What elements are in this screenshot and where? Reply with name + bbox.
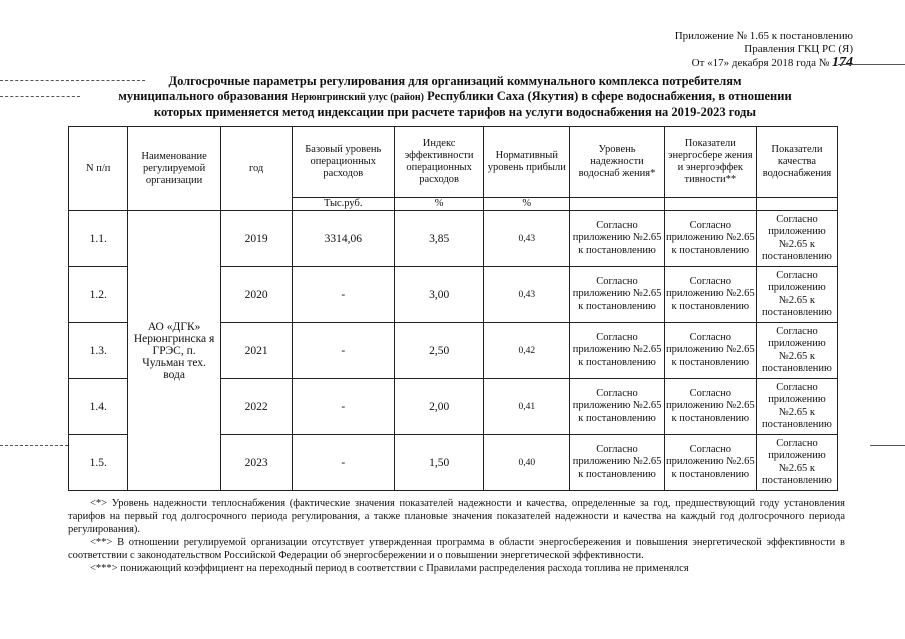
- table-header-row: [69, 127, 838, 198]
- cell-index: 1,50: [395, 435, 484, 491]
- cell-index: 2,00: [395, 379, 484, 435]
- col-header-base: Базовый уровень операционных расходов: [292, 127, 395, 198]
- unit-empty: [756, 198, 837, 211]
- cell-profit: 0,43: [484, 267, 570, 323]
- cell-reliability: Согласно приложению №2.65 к постановлению: [570, 379, 664, 435]
- cell-num: 1.4.: [69, 379, 128, 435]
- cell-reliability: Согласно приложению №2.65 к постановлению: [570, 323, 664, 379]
- cell-reliability: Согласно приложению №2.65 к постановлению: [570, 435, 664, 491]
- cell-base: -: [292, 267, 395, 323]
- title-part: Республики Саха (Якутия) в сфере водоснабжения, в отношении: [427, 89, 792, 103]
- cell-energy: Согласно приложению №2.65 к постановлению: [664, 323, 756, 379]
- cell-index: 2,50: [395, 323, 484, 379]
- unit-empty: [570, 198, 664, 211]
- cell-num: 1.2.: [69, 267, 128, 323]
- document-header: [675, 30, 853, 70]
- cell-year: 2019: [220, 211, 292, 267]
- cell-num: 1.1.: [69, 211, 128, 267]
- cell-num: 1.3.: [69, 323, 128, 379]
- title-municipality: Нерюнгринский улус (район): [291, 92, 424, 103]
- cell-year: 2021: [220, 323, 292, 379]
- cell-base: -: [292, 379, 395, 435]
- header-line-3: [675, 56, 853, 70]
- document-title: [60, 74, 850, 120]
- parameters-table: [68, 126, 838, 491]
- col-header-org: Наименование регулируемой организации: [128, 127, 220, 211]
- cell-reliability: Согласно приложению №2.65 к постановлению: [570, 211, 664, 267]
- cell-num: 1.5.: [69, 435, 128, 491]
- footnote-3: <***> понижающий коэффициент на переходный период в соответствии с Правилами распределения расхода топлива не применялся: [90, 563, 689, 574]
- cell-year: 2023: [220, 435, 292, 491]
- cell-base: -: [292, 323, 395, 379]
- unit-empty: [664, 198, 756, 211]
- cell-profit: 0,41: [484, 379, 570, 435]
- cell-energy: Согласно приложению №2.65 к постановлению: [664, 267, 756, 323]
- cell-year: 2020: [220, 267, 292, 323]
- cell-quality: Согласно приложению №2.65 к постановлению: [756, 435, 837, 491]
- cell-base: 3314,06: [292, 211, 395, 267]
- cell-reliability: Согласно приложению №2.65 к постановлению: [570, 267, 664, 323]
- unit-profit: %: [484, 198, 570, 211]
- col-header-reliability: Уровень надежности водоснаб жения*: [570, 127, 664, 198]
- cell-year: 2022: [220, 379, 292, 435]
- header-date: От «17» декабря 2018 года №: [691, 57, 830, 69]
- footnotes: [68, 497, 845, 575]
- title-part: муниципального образования: [118, 89, 289, 103]
- scan-line: [870, 445, 905, 446]
- unit-base: Тыс.руб.: [292, 198, 395, 211]
- col-header-energy: Показатели энергосбере жения и энергоэффек тивности**: [664, 127, 756, 198]
- cell-energy: Согласно приложению №2.65 к постановлению: [664, 379, 756, 435]
- cell-profit: 0,42: [484, 323, 570, 379]
- header-line-2: Правления ГКЦ РС (Я): [744, 43, 853, 55]
- footnote-1: <*> Уровень надежности теплоснабжения (фактические значения показателей надежности и качества, определенные за год, предшествующий году установления тарифов на первый год долгосрочного периода регулирования, а также плановые значения показателей надежности и качества на каждый год долгосрочного периода регулирования).: [68, 498, 845, 535]
- handwritten-number: 174: [832, 55, 853, 70]
- cell-energy: Согласно приложению №2.65 к постановлению: [664, 435, 756, 491]
- cell-energy: Согласно приложению №2.65 к постановлению: [664, 211, 756, 267]
- scan-line: [838, 64, 905, 65]
- cell-index: 3,00: [395, 267, 484, 323]
- cell-index: 3,85: [395, 211, 484, 267]
- scan-line: [0, 445, 68, 446]
- cell-quality: Согласно приложению №2.65 к постановлению: [756, 267, 837, 323]
- col-header-profit: Нормативный уровень прибыли: [484, 127, 570, 198]
- cell-base: -: [292, 435, 395, 491]
- footnote-2: <**> В отношении регулируемой организации отсутствует утвержденная программа в области энергосбережения и повышения энергетической эффективности в соответствии с законодательством Российской Федерации об энергосбережении и о повышении энергетической эффективности.: [68, 537, 845, 561]
- cell-organization: АО «ДГК» Нерюнгринска я ГРЭС, п. Чульман тех. вода: [128, 211, 220, 491]
- unit-index: %: [395, 198, 484, 211]
- cell-quality: Согласно приложению №2.65 к постановлению: [756, 379, 837, 435]
- title-line-1: Долгосрочные параметры регулирования для организаций коммунального комплекса потребителям: [168, 74, 742, 88]
- col-header-num: N п/п: [69, 127, 128, 211]
- col-header-quality: Показатели качества водоснабжения: [756, 127, 837, 198]
- header-line-1: Приложение № 1.65 к постановлению: [674, 30, 853, 42]
- cell-quality: Согласно приложению №2.65 к постановлению: [756, 323, 837, 379]
- title-line-3: которых применяется метод индексации при расчете тарифов на услуги водоснабжения на 2019-2023 годы: [153, 105, 757, 119]
- col-header-index: Индекс эффективности операционных расходов: [395, 127, 484, 198]
- cell-profit: 0,40: [484, 435, 570, 491]
- title-line-2: [60, 89, 850, 105]
- col-header-year: год: [220, 127, 292, 211]
- cell-profit: 0,43: [484, 211, 570, 267]
- table-row: [69, 211, 838, 267]
- cell-quality: Согласно приложению №2.65 к постановлению: [756, 211, 837, 267]
